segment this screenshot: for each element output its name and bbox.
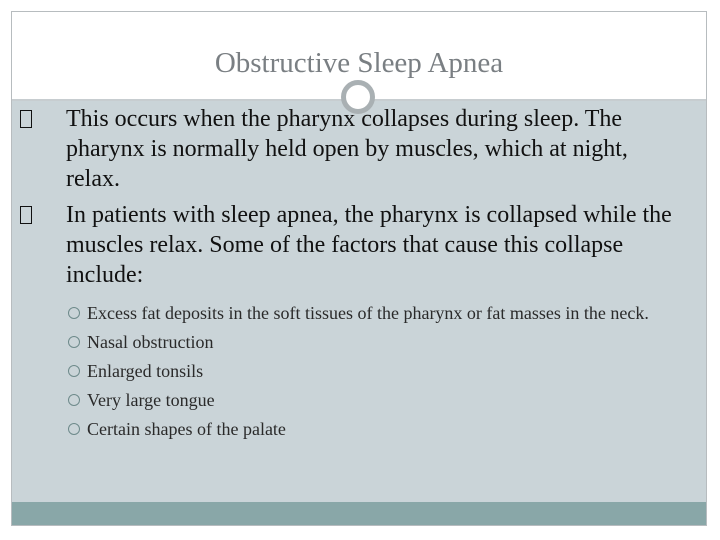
sub-bullet-item bbox=[66, 418, 678, 440]
sub-bullet-text: Excess fat deposits in the soft tissues of the pharynx or fat masses in the neck. bbox=[87, 303, 649, 323]
hollow-circle-icon bbox=[68, 394, 80, 406]
hollow-circle-icon bbox=[68, 307, 80, 319]
bullet-item bbox=[18, 200, 678, 290]
footer-band bbox=[12, 502, 706, 525]
sub-bullet-list bbox=[18, 302, 678, 440]
sub-bullet-item bbox=[66, 331, 678, 353]
sub-bullet-text: Nasal obstruction bbox=[87, 332, 214, 352]
bullet-text: This occurs when the pharynx collapses during sleep. The pharynx is normally held open by muscles, which at night, relax. bbox=[66, 106, 628, 192]
sub-bullet-item bbox=[66, 360, 678, 382]
hollow-circle-icon bbox=[68, 336, 80, 348]
sub-bullet-item bbox=[66, 302, 678, 324]
sub-bullet-text: Enlarged tonsils bbox=[87, 361, 204, 381]
slide-body bbox=[18, 104, 678, 447]
bullet-text: In patients with sleep apnea, the pharynx is collapsed while the muscles relax. Some of the factors that cause this collapse include: bbox=[66, 202, 672, 288]
sub-bullet-text: Certain shapes of the palate bbox=[87, 419, 286, 439]
sub-bullet-item bbox=[66, 389, 678, 411]
slide-title: Obstructive Sleep Apnea bbox=[214, 47, 504, 79]
hollow-circle-icon bbox=[68, 423, 80, 435]
hollow-circle-icon bbox=[68, 365, 80, 377]
missing-glyph-box-icon bbox=[18, 104, 62, 134]
sub-bullet-text: Very large tongue bbox=[87, 390, 215, 410]
missing-glyph-box-icon bbox=[18, 200, 62, 230]
bullet-item bbox=[18, 104, 678, 194]
